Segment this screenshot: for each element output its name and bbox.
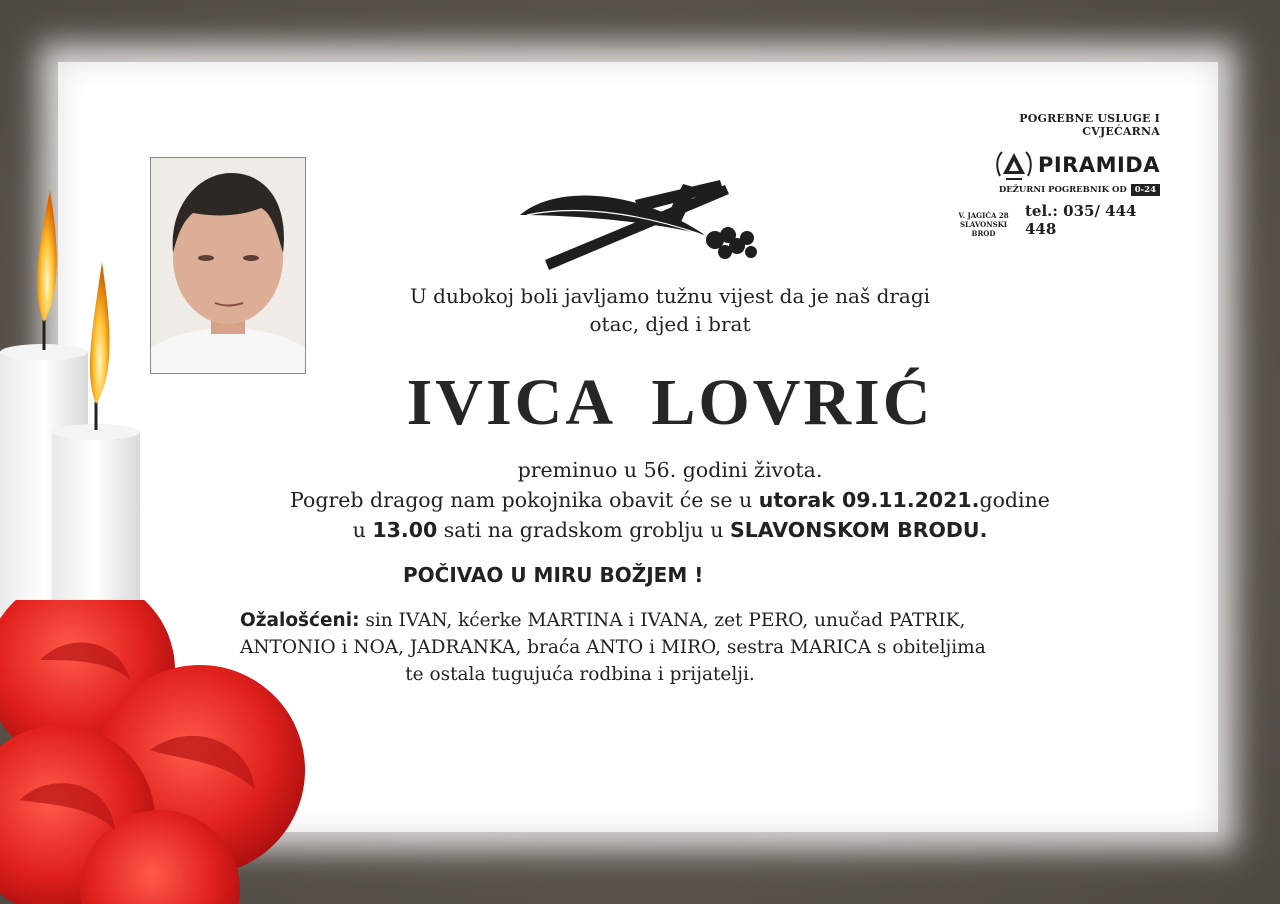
funeral-date: utorak 09.11.2021. (758, 488, 980, 512)
funeral-home-tagline: POGREBNE USLUGE I CVJEĆARNA (1019, 112, 1160, 138)
duty-label: DEŽURNI POGREBNIK OD (998, 185, 1127, 195)
funeral-time-line: u 13.00 sati na gradskom groblju u SLAVONSKOM BRODU. (352, 518, 988, 542)
duty-hours-badge: 0-24 (1131, 184, 1160, 196)
funeral-date-line: Pogreb dragog nam pokojnika obavit će se u utorak 09.11.2021.godine (290, 488, 1050, 512)
candles-image (0, 180, 160, 650)
mourners-list: Ožalošćeni: sin IVAN, kćerke MARTINA i IVANA, zet PERO, unučad PATRIK, ANTONIO i NOA, JADRANKA, braća ANTO i MIRO, sestra MARICA s obiteljima te ostala tugujuća rodbina i prijatelji. (240, 610, 986, 685)
funeral-home-name: PIRAMIDA (1037, 153, 1160, 177)
rest-in-peace-heading: POČIVAO U MIRU BOŽJEM ! (403, 563, 704, 587)
funeral-place: SLAVONSKOM BRODU. (729, 518, 988, 542)
pyramid-logo-icon (994, 148, 1034, 182)
funeral-home-phone: tel.: 035/ 444 448 (1025, 202, 1137, 238)
mourners-label: Ožalošćeni: (240, 610, 360, 631)
funeral-details: preminuo u 56. godini života. Pogreb dragog nam pokojnika obavit će se u utorak 09.11.2021.godine u 13.00 sati na gradskom groblju u SLAVONSKOM BRODU. (180, 455, 1160, 545)
funeral-home-address: V. JAGIĆA 28 SLAVONSKI BROD (958, 210, 1009, 238)
intro-text: U dubokoj boli javljamo tužnu vijest da je naš dragi otac, djed i brat (409, 284, 931, 336)
cross-palm-emblem-icon (515, 160, 760, 272)
deceased-photo (150, 157, 306, 374)
funeral-time: 13.00 (372, 518, 438, 542)
deceased-name: IVICA LOVRIĆ (406, 366, 934, 439)
funeral-home-logo-block (950, 112, 1160, 238)
